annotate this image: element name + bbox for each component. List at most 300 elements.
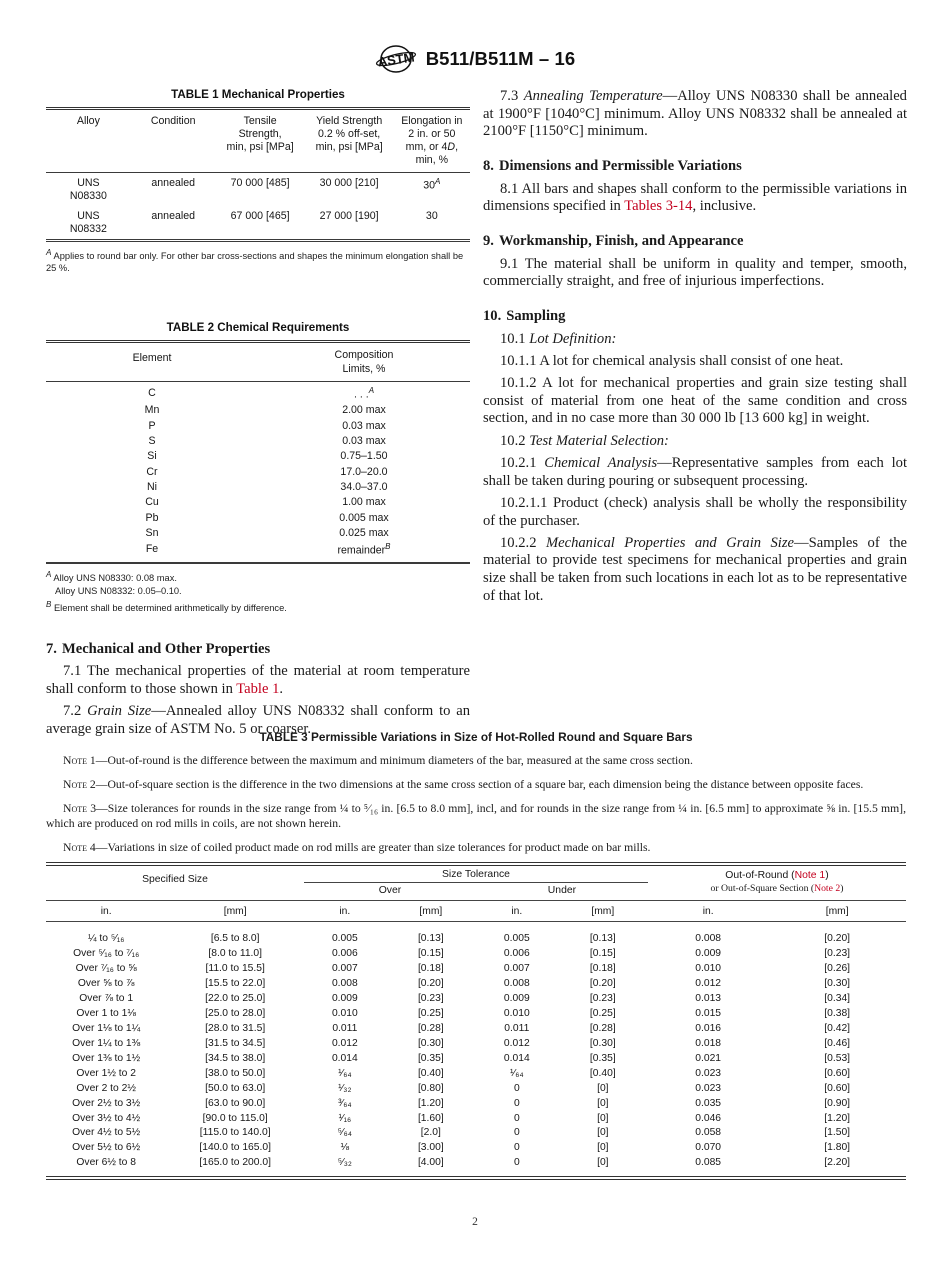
cell-oor-mm: [0.26] bbox=[824, 962, 851, 974]
cell-size-in: Over 4½ to 5½ bbox=[72, 1127, 141, 1139]
cell-size-mm: [28.0 to 31.5] bbox=[205, 1022, 266, 1034]
cell-tensile: 70 000 [485] bbox=[230, 176, 290, 189]
cell-size-in: Over ⁷⁄₁₆ to ⅝ bbox=[75, 962, 137, 974]
cell-under-in: 0.010 bbox=[503, 1007, 530, 1019]
cell-under-in: 0.014 bbox=[503, 1052, 530, 1064]
cell-over-in: 0.008 bbox=[331, 977, 358, 989]
tensile-line3: min, psi [MPa] bbox=[226, 141, 294, 154]
note-4-text: —Variations in size of coiled product made on rod mills are greater than size tolerances for product made on bar mills. bbox=[95, 840, 651, 854]
cell-size-mm: [63.0 to 90.0] bbox=[205, 1097, 266, 1109]
tensile-line1: Tensile bbox=[243, 115, 277, 127]
table-row bbox=[46, 962, 906, 977]
cell-oor-mm: [0.30] bbox=[824, 977, 851, 989]
limit-value: 0.03 max bbox=[342, 419, 386, 432]
cell-size-in: Over 2½ to 3½ bbox=[72, 1097, 141, 1109]
cell-oor-mm: [0.34] bbox=[824, 992, 851, 1004]
cell-oor-mm: [0.20] bbox=[824, 933, 851, 945]
cell-limit bbox=[258, 386, 470, 403]
table-3-note-3: Note 3—Size tolerances for rounds in the size range from ¼ to ⁵⁄₁₆ in. [6.5 to 8.0 mm], incl, and for rounds in the size range from ¼ in. [6.5 mm] to approximate ⅝ in. [15.5 mm], which are produced on rod mills in coils, are not shown herein. bbox=[46, 801, 906, 830]
cell-under-mm: [0.15] bbox=[589, 948, 616, 960]
cell-under-mm: [0.20] bbox=[589, 977, 616, 989]
section-8-heading: 8. Dimensions and Permissible Variations bbox=[483, 158, 742, 175]
cell-element: Cr bbox=[146, 465, 158, 478]
table-1-title: TABLE 1 Mechanical Properties bbox=[171, 88, 345, 101]
paragraph-10-1: 10.1 Lot Definition: bbox=[500, 330, 617, 347]
table-row bbox=[46, 1096, 906, 1111]
xref-note-1[interactable]: Note 1 bbox=[794, 869, 826, 881]
table-1-col-tensile bbox=[216, 110, 305, 172]
cell-size-in: Over ⅝ to ⅞ bbox=[77, 977, 135, 989]
unit-size-mm: [mm] bbox=[223, 906, 247, 918]
cell-over-mm: [0.80] bbox=[417, 1082, 444, 1094]
limit-value: remainder bbox=[337, 544, 386, 557]
document-header bbox=[0, 44, 950, 74]
cell-over-in: 0.012 bbox=[331, 1037, 358, 1049]
cell-under-in: 0 bbox=[513, 1097, 520, 1109]
yield-line2: 0.2 % off-set, bbox=[318, 128, 381, 141]
cell-oor-in: 0.015 bbox=[695, 1007, 722, 1019]
cell-oor-in: 0.016 bbox=[695, 1022, 722, 1034]
footnote-b-text: Element shall be determined arithmetically by difference. bbox=[53, 603, 287, 614]
cell-elongation: 30 bbox=[425, 209, 438, 222]
cell-under-mm: [0] bbox=[597, 1142, 609, 1154]
table-3-spacer bbox=[46, 923, 906, 932]
table-row bbox=[46, 495, 470, 510]
cell-element: Sn bbox=[145, 527, 159, 540]
cell-size-mm: [15.5 to 22.0] bbox=[205, 977, 266, 989]
cell-limit bbox=[258, 526, 470, 541]
cell-under-in: 0.006 bbox=[503, 948, 530, 960]
hdr-under: Under bbox=[547, 884, 577, 896]
cell-size-in: Over 3½ to 4½ bbox=[72, 1112, 141, 1124]
cell-over-mm: [0.35] bbox=[417, 1052, 444, 1064]
table-row bbox=[46, 1156, 906, 1171]
cell-oor-mm: [2.20] bbox=[824, 1157, 851, 1169]
cell-over-mm: [0.18] bbox=[417, 962, 444, 974]
cell-under-in: 0.007 bbox=[503, 962, 530, 974]
table-2-header-rule bbox=[46, 381, 470, 382]
hdr-out-of-round: Out-of-Round (Note 1) or Out-of-Square Section (Note 2) bbox=[710, 869, 844, 895]
table-3-grid bbox=[46, 862, 906, 1180]
footnote-a-line2: Alloy UNS N08332: 0.05–0.10. bbox=[55, 586, 182, 597]
cell-limit bbox=[258, 479, 470, 494]
cell-over-mm: [1.60] bbox=[417, 1112, 444, 1124]
table-row bbox=[46, 449, 470, 464]
cell-limit bbox=[258, 418, 470, 433]
table-3-note-4 bbox=[46, 841, 906, 856]
elong-line3b: D bbox=[447, 141, 456, 154]
cell-size-mm: [11.0 to 15.5] bbox=[205, 962, 265, 974]
table-1-body bbox=[46, 173, 470, 240]
cell-size-mm: [115.0 to 140.0] bbox=[199, 1127, 271, 1139]
limit-value: 2.00 max bbox=[342, 404, 386, 417]
unit-over-in: in. bbox=[339, 906, 351, 918]
cell-oor-in: 0.010 bbox=[695, 962, 722, 974]
table-2 bbox=[46, 321, 470, 615]
page-number: 2 bbox=[472, 1216, 478, 1228]
table-2-col-element: Element bbox=[132, 352, 172, 365]
frac-quarter: ¼ bbox=[339, 801, 349, 815]
table-3-units-row bbox=[46, 901, 906, 922]
cell-limit bbox=[258, 403, 470, 418]
paragraph-8-1: 8.1 All bars and shapes shall conform to the permissible variations in dimensions specified in Tables 3-14, inclusive. bbox=[483, 180, 907, 215]
cell-under-mm: [0.18] bbox=[589, 962, 616, 974]
cell-size-mm: [22.0 to 25.0] bbox=[205, 992, 266, 1004]
paragraph-10-2-2: 10.2.2 Mechanical Properties and Grain Size—Samples of the material to provide test specimens for mechanical properties and grain size shall be taken from such locations in each lot as to be representative of that lot. bbox=[483, 534, 907, 604]
table-row bbox=[46, 1052, 906, 1067]
footnote-marker-a: A bbox=[368, 386, 375, 396]
cell-oor-in: 0.035 bbox=[695, 1097, 722, 1109]
cell-over-mm: [0.30] bbox=[417, 1037, 444, 1049]
cell-over-in: ¹⁄₆₄ bbox=[338, 1067, 352, 1079]
cell-over-in: 0.010 bbox=[331, 1007, 358, 1019]
cell-condition: annealed bbox=[151, 176, 195, 189]
section-9-heading: 9. Workmanship, Finish, and Appearance bbox=[483, 233, 744, 250]
cell-over-mm: [1.20] bbox=[417, 1097, 444, 1109]
note-2-text: —Out-of-square section is the difference in the two dimensions at the same cross section of a square bar, each dimension being the distance between opposite faces. bbox=[95, 777, 864, 791]
cell-over-in: ¹⁄₁₆ bbox=[338, 1112, 352, 1124]
xref-note-2[interactable]: Note 2 bbox=[814, 883, 841, 895]
table-row bbox=[46, 1111, 906, 1126]
paragraph-10-2-1-1: 10.2.1.1 Product (check) analysis shall be wholly the responsibility of the purchaser. bbox=[483, 494, 907, 529]
table-3-header bbox=[46, 862, 906, 932]
cell-oor-in: 0.018 bbox=[695, 1037, 722, 1049]
cell-size-in: Over ⁵⁄₁₆ to ⁷⁄₁₆ bbox=[73, 948, 140, 960]
cell-size-in: Over 1⅛ to 1¼ bbox=[72, 1022, 141, 1034]
footnote-marker-a: A bbox=[435, 176, 441, 186]
cell-condition: annealed bbox=[151, 209, 195, 222]
note-2-label: Note 2 bbox=[63, 777, 96, 791]
cell-size-mm: [90.0 to 115.0] bbox=[202, 1112, 268, 1124]
cell-oor-mm: [0.53] bbox=[824, 1052, 851, 1064]
note-1-label: Note 1 bbox=[63, 754, 96, 767]
cell-oor-mm: [0.23] bbox=[824, 948, 851, 960]
cell-size-in: Over ⅞ to 1 bbox=[79, 992, 134, 1004]
cell-size-in: Over 6½ to 8 bbox=[76, 1157, 136, 1169]
unit-under-in: in. bbox=[511, 906, 523, 918]
cell-under-in: ¹⁄₆₄ bbox=[510, 1067, 524, 1079]
cell-size-mm: [140.0 to 165.0] bbox=[199, 1142, 271, 1154]
cell-size-mm: [8.0 to 11.0] bbox=[208, 948, 262, 960]
cell-tensile: 67 000 [465] bbox=[230, 209, 290, 222]
cell-size-in: ¼ to ⁵⁄₁₆ bbox=[87, 933, 125, 945]
svg-text:ASTM: ASTM bbox=[376, 49, 416, 70]
cell-size-in: Over 1 to 1⅛ bbox=[76, 1007, 136, 1019]
cell-element: Pb bbox=[145, 511, 159, 524]
cell-under-mm: [0] bbox=[597, 1157, 609, 1169]
table-1 bbox=[46, 88, 470, 275]
table-row bbox=[46, 992, 906, 1007]
cell-under-in: 0 bbox=[513, 1127, 520, 1139]
unit-oor-in: in. bbox=[702, 906, 714, 918]
paragraph-10-1-1: 10.1.1 A lot for chemical analysis shall consist of one heat. bbox=[500, 352, 844, 369]
cell-size-in: Over 1¼ to 1⅜ bbox=[72, 1037, 141, 1049]
note-4-label: Note 4 bbox=[63, 840, 96, 854]
cell-under-mm: [0.23] bbox=[589, 992, 616, 1004]
cell-oor-mm: [1.80] bbox=[824, 1142, 851, 1154]
cell-oor-in: 0.058 bbox=[695, 1127, 722, 1139]
note-1-text: —Out-of-round is the difference between the maximum and minimum diameters of the bar, measured at the same cross section. bbox=[95, 754, 693, 767]
frac-five-sixteenths: ⁵⁄₁₆ bbox=[363, 801, 379, 815]
unit-under-mm: [mm] bbox=[591, 906, 615, 918]
cell-element: Cu bbox=[145, 496, 159, 509]
table-1-col-alloy: Alloy bbox=[76, 115, 100, 127]
cell-over-mm: [0.40] bbox=[417, 1067, 444, 1079]
table-row bbox=[46, 433, 470, 448]
table-1-col-condition: Condition bbox=[150, 115, 196, 127]
table-1-col-yield bbox=[305, 110, 394, 172]
unit-size-in: in. bbox=[100, 906, 112, 918]
cell-oor-mm: [0.60] bbox=[824, 1082, 851, 1094]
cell-element: Mn bbox=[144, 404, 160, 417]
table-row bbox=[46, 206, 470, 239]
cell-size-in: Over 1½ to 2 bbox=[76, 1067, 136, 1079]
table-3-note-2 bbox=[46, 778, 906, 793]
cell-oor-mm: [1.50] bbox=[824, 1127, 851, 1139]
cell-over-in: 0.011 bbox=[332, 1022, 358, 1034]
cell-over-in: 0.007 bbox=[331, 962, 358, 974]
table-2-bottom-rule bbox=[46, 562, 470, 565]
cell-oor-in: 0.085 bbox=[695, 1157, 722, 1169]
table-row bbox=[46, 1082, 906, 1097]
paragraph-10-2: 10.2 Test Material Selection: bbox=[500, 432, 669, 449]
cell-under-in: 0 bbox=[513, 1082, 520, 1094]
cell-element: Ni bbox=[146, 481, 157, 493]
cell-oor-in: 0.046 bbox=[695, 1112, 722, 1124]
cell-size-in: Over 2 to 2½ bbox=[76, 1082, 136, 1094]
cell-element: Fe bbox=[145, 542, 159, 555]
cell-limit bbox=[258, 495, 470, 510]
cell-under-in: 0.008 bbox=[503, 977, 530, 989]
cell-oor-mm: [0.42] bbox=[824, 1022, 851, 1034]
cell-limit bbox=[258, 541, 470, 558]
cell-over-mm: [0.13] bbox=[417, 933, 444, 945]
paragraph-10-1-2: 10.1.2 A lot for mechanical properties and grain size testing shall consist of material from one heat of the same condition and cross section, and in no case more than 30 000 lb [13 600 kg] in weight. bbox=[483, 374, 907, 427]
table-2-body bbox=[46, 386, 470, 558]
section-7-heading: 7. Mechanical and Other Properties bbox=[46, 640, 271, 657]
cell-under-mm: [0.25] bbox=[589, 1007, 616, 1019]
elong-line1: Elongation in bbox=[401, 115, 463, 127]
cell-oor-in: 0.021 bbox=[695, 1052, 722, 1064]
cell-element: P bbox=[148, 419, 156, 432]
table-row bbox=[46, 977, 906, 992]
table-3-note-1 bbox=[46, 754, 906, 769]
cell-size-in: Over 5½ to 6½ bbox=[72, 1142, 141, 1154]
cell-size-in: Over 1⅜ to 1½ bbox=[72, 1052, 141, 1064]
table-row bbox=[46, 526, 470, 541]
cell-oor-in: 0.008 bbox=[695, 933, 722, 945]
elong-line3a: mm, or 4 bbox=[405, 141, 448, 154]
tensile-line2: Strength, bbox=[238, 128, 282, 141]
hdr-size-tolerance: Size Tolerance bbox=[304, 865, 648, 882]
cell-oor-in: 0.012 bbox=[695, 977, 722, 989]
limit-value: . . . bbox=[353, 388, 369, 401]
cell-limit bbox=[258, 433, 470, 448]
table-row bbox=[46, 510, 470, 525]
table-row bbox=[46, 1007, 906, 1022]
footnote-b-mark: B bbox=[46, 600, 52, 610]
cell-size-mm: [38.0 to 50.0] bbox=[205, 1067, 266, 1079]
table-1-bottom-rule bbox=[46, 239, 470, 242]
table-3-bottom-rule bbox=[46, 1176, 906, 1179]
frac-five-eighths: ⅝ bbox=[826, 801, 836, 815]
cell-over-mm: [4.00] bbox=[417, 1157, 444, 1169]
table-row bbox=[46, 403, 470, 418]
cell-yield: 30 000 [210] bbox=[319, 176, 379, 189]
cell-over-mm: [0.23] bbox=[417, 992, 444, 1004]
footnote-a-line1: Alloy UNS N08330: 0.08 max. bbox=[53, 573, 177, 584]
table-2-col-composition: Composition Limits, % bbox=[334, 349, 394, 376]
cell-over-in: 0.009 bbox=[331, 992, 358, 1004]
table-2-title: TABLE 2 Chemical Requirements bbox=[166, 321, 350, 335]
cell-over-mm: [2.0] bbox=[420, 1127, 441, 1139]
table-3 bbox=[46, 730, 906, 1180]
elong-line3c: , bbox=[455, 141, 459, 154]
cell-over-in: ³⁄₆₄ bbox=[338, 1097, 352, 1109]
cell-under-mm: [0.13] bbox=[589, 933, 616, 945]
cell-size-mm: [34.5 to 38.0] bbox=[205, 1052, 266, 1064]
cell-over-in: ⁵⁄₃₂ bbox=[337, 1157, 352, 1169]
paragraph-7-1: 7.1 The mechanical properties of the material at room temperature shall conform to those shown in Table 1. bbox=[46, 663, 470, 698]
table-row bbox=[46, 479, 470, 494]
cell-size-mm: [6.5 to 8.0] bbox=[210, 933, 260, 945]
table-row bbox=[46, 947, 906, 962]
table-row bbox=[46, 418, 470, 433]
cell-under-in: 0 bbox=[513, 1112, 520, 1124]
cell-under-mm: [0] bbox=[597, 1097, 609, 1109]
footnote-a-mark: A bbox=[46, 570, 52, 580]
table-row bbox=[46, 932, 906, 947]
cell-under-in: 0.012 bbox=[503, 1037, 530, 1049]
table-2-header bbox=[46, 343, 470, 380]
table-2-footnote-b bbox=[46, 599, 470, 615]
paragraph-7-2: 7.2 Grain Size—Annealed alloy UNS N08332 shall conform to an average grain size of ASTM No. 5 or coarser. bbox=[46, 703, 471, 738]
cell-limit bbox=[258, 464, 470, 479]
cell-over-in: 0.006 bbox=[331, 948, 358, 960]
cell-limit bbox=[258, 449, 470, 464]
cell-under-mm: [0.40] bbox=[589, 1067, 616, 1079]
hdr-specified-size: Specified Size bbox=[142, 874, 208, 886]
cell-oor-in: 0.023 bbox=[695, 1082, 722, 1094]
cell-over-mm: [0.20] bbox=[417, 977, 444, 989]
page-title: B511/B511M – 16 bbox=[425, 48, 576, 69]
paragraph-10-2-1: 10.2.1 Chemical Analysis—Representative samples from each lot shall be taken during pouring or subsequent processing. bbox=[483, 454, 907, 489]
cell-under-in: 0.011 bbox=[504, 1022, 530, 1034]
cell-alloy: UNS N08330 bbox=[69, 176, 107, 202]
cell-under-in: 0 bbox=[513, 1157, 520, 1169]
cell-size-mm: [165.0 to 200.0] bbox=[199, 1157, 271, 1169]
cell-under-in: 0 bbox=[513, 1142, 520, 1154]
xref-tables-3-14[interactable]: Tables 3-14 bbox=[624, 198, 693, 215]
footnote-a-mark: A bbox=[46, 247, 52, 257]
cell-limit bbox=[258, 510, 470, 525]
table-3-title: TABLE 3 Permissible Variations in Size of Hot-Rolled Round and Square Bars bbox=[259, 730, 693, 744]
yield-line1: Yield Strength bbox=[316, 115, 383, 127]
unit-over-mm: [mm] bbox=[419, 906, 443, 918]
table-row bbox=[46, 1067, 906, 1082]
cell-size-mm: [25.0 to 28.0] bbox=[205, 1007, 266, 1019]
cell-element: Si bbox=[147, 450, 157, 463]
cell-oor-in: 0.070 bbox=[695, 1142, 722, 1154]
cell-under-in: 0.005 bbox=[503, 933, 530, 945]
cell-over-in: 0.005 bbox=[331, 933, 358, 945]
cell-over-mm: [0.15] bbox=[417, 948, 444, 960]
cell-oor-mm: [0.38] bbox=[824, 1007, 851, 1019]
cell-size-mm: [50.0 to 63.0] bbox=[205, 1082, 266, 1094]
paragraph-9-1: 9.1 The material shall be uniform in quality and temper, smooth, commercially straight, and free of injurious imperfections. bbox=[483, 255, 907, 290]
table-row bbox=[46, 1141, 906, 1156]
limit-value: 1.00 max bbox=[342, 496, 386, 509]
cell-over-mm: [0.28] bbox=[417, 1022, 444, 1034]
cell-over-mm: [3.00] bbox=[417, 1142, 444, 1154]
cell-oor-mm: [0.60] bbox=[824, 1067, 851, 1079]
table-row bbox=[46, 173, 470, 206]
cell-under-mm: [0.28] bbox=[589, 1022, 616, 1034]
cell-element: C bbox=[148, 387, 156, 400]
cell-yield: 27 000 [190] bbox=[319, 209, 379, 222]
cell-oor-in: 0.013 bbox=[695, 992, 722, 1004]
limit-value: 0.005 max bbox=[339, 511, 389, 524]
cell-under-mm: [0] bbox=[597, 1127, 609, 1139]
section-10-heading: 10. Sampling bbox=[483, 308, 566, 325]
limit-value: 34.0–37.0 bbox=[340, 481, 388, 493]
cell-under-mm: [0.30] bbox=[589, 1037, 616, 1049]
cell-oor-mm: [1.20] bbox=[824, 1112, 851, 1124]
table-row bbox=[46, 1037, 906, 1052]
limit-value: 0.025 max bbox=[339, 527, 389, 540]
table-row bbox=[46, 1022, 906, 1037]
table-1-header bbox=[46, 110, 470, 172]
hdr-over: Over bbox=[378, 884, 402, 896]
cell-over-in: ¹⁄₃₂ bbox=[338, 1082, 352, 1094]
cell-under-mm: [0] bbox=[597, 1112, 609, 1124]
limit-value: 0.03 max bbox=[342, 434, 386, 447]
table-2-footnote-a bbox=[46, 569, 470, 598]
cell-over-in: ⁵⁄₆₄ bbox=[337, 1127, 352, 1139]
table-3-footer bbox=[46, 1171, 906, 1179]
cell-size-mm: [31.5 to 34.5] bbox=[205, 1037, 266, 1049]
cell-oor-in: 0.009 bbox=[695, 948, 722, 960]
table-row bbox=[46, 1126, 906, 1141]
table-1-col-elongation bbox=[394, 110, 470, 172]
astm-logo-icon bbox=[375, 44, 417, 74]
cell-over-mm: [0.25] bbox=[417, 1007, 444, 1019]
cell-alloy: UNS N08332 bbox=[69, 209, 107, 235]
table-row bbox=[46, 541, 470, 558]
note-3-label: Note 3 bbox=[63, 801, 97, 815]
cell-over-in: ⅛ bbox=[340, 1142, 350, 1154]
cell-oor-in: 0.023 bbox=[695, 1067, 722, 1079]
footnote-a-text: Applies to round bar only. For other bar cross-sections and shapes the minimum elongation shall be 25 %. bbox=[46, 250, 464, 274]
elong-line2: 2 in. or 50 bbox=[408, 128, 456, 141]
table-row bbox=[46, 386, 470, 403]
left-column bbox=[46, 88, 470, 739]
cell-elongation: $30^A$ bbox=[423, 176, 441, 192]
cell-under-in: 0.009 bbox=[503, 992, 530, 1004]
limit-value: 17.0–20.0 bbox=[340, 465, 388, 478]
table-1-footnote-a bbox=[46, 247, 470, 276]
right-column bbox=[483, 88, 907, 606]
frac-quarter-2: ¼ bbox=[678, 801, 687, 815]
xref-table-1[interactable]: Table 1 bbox=[236, 681, 280, 698]
cell-oor-mm: [0.46] bbox=[824, 1037, 851, 1049]
unit-oor-mm: [mm] bbox=[825, 906, 849, 918]
limit-value: 0.75–1.50 bbox=[340, 450, 388, 463]
cell-element: S bbox=[148, 434, 156, 447]
table-3-body bbox=[46, 932, 906, 1171]
yield-line3: min, psi [MPa] bbox=[315, 141, 383, 154]
cell-oor-mm: [0.90] bbox=[824, 1097, 851, 1109]
